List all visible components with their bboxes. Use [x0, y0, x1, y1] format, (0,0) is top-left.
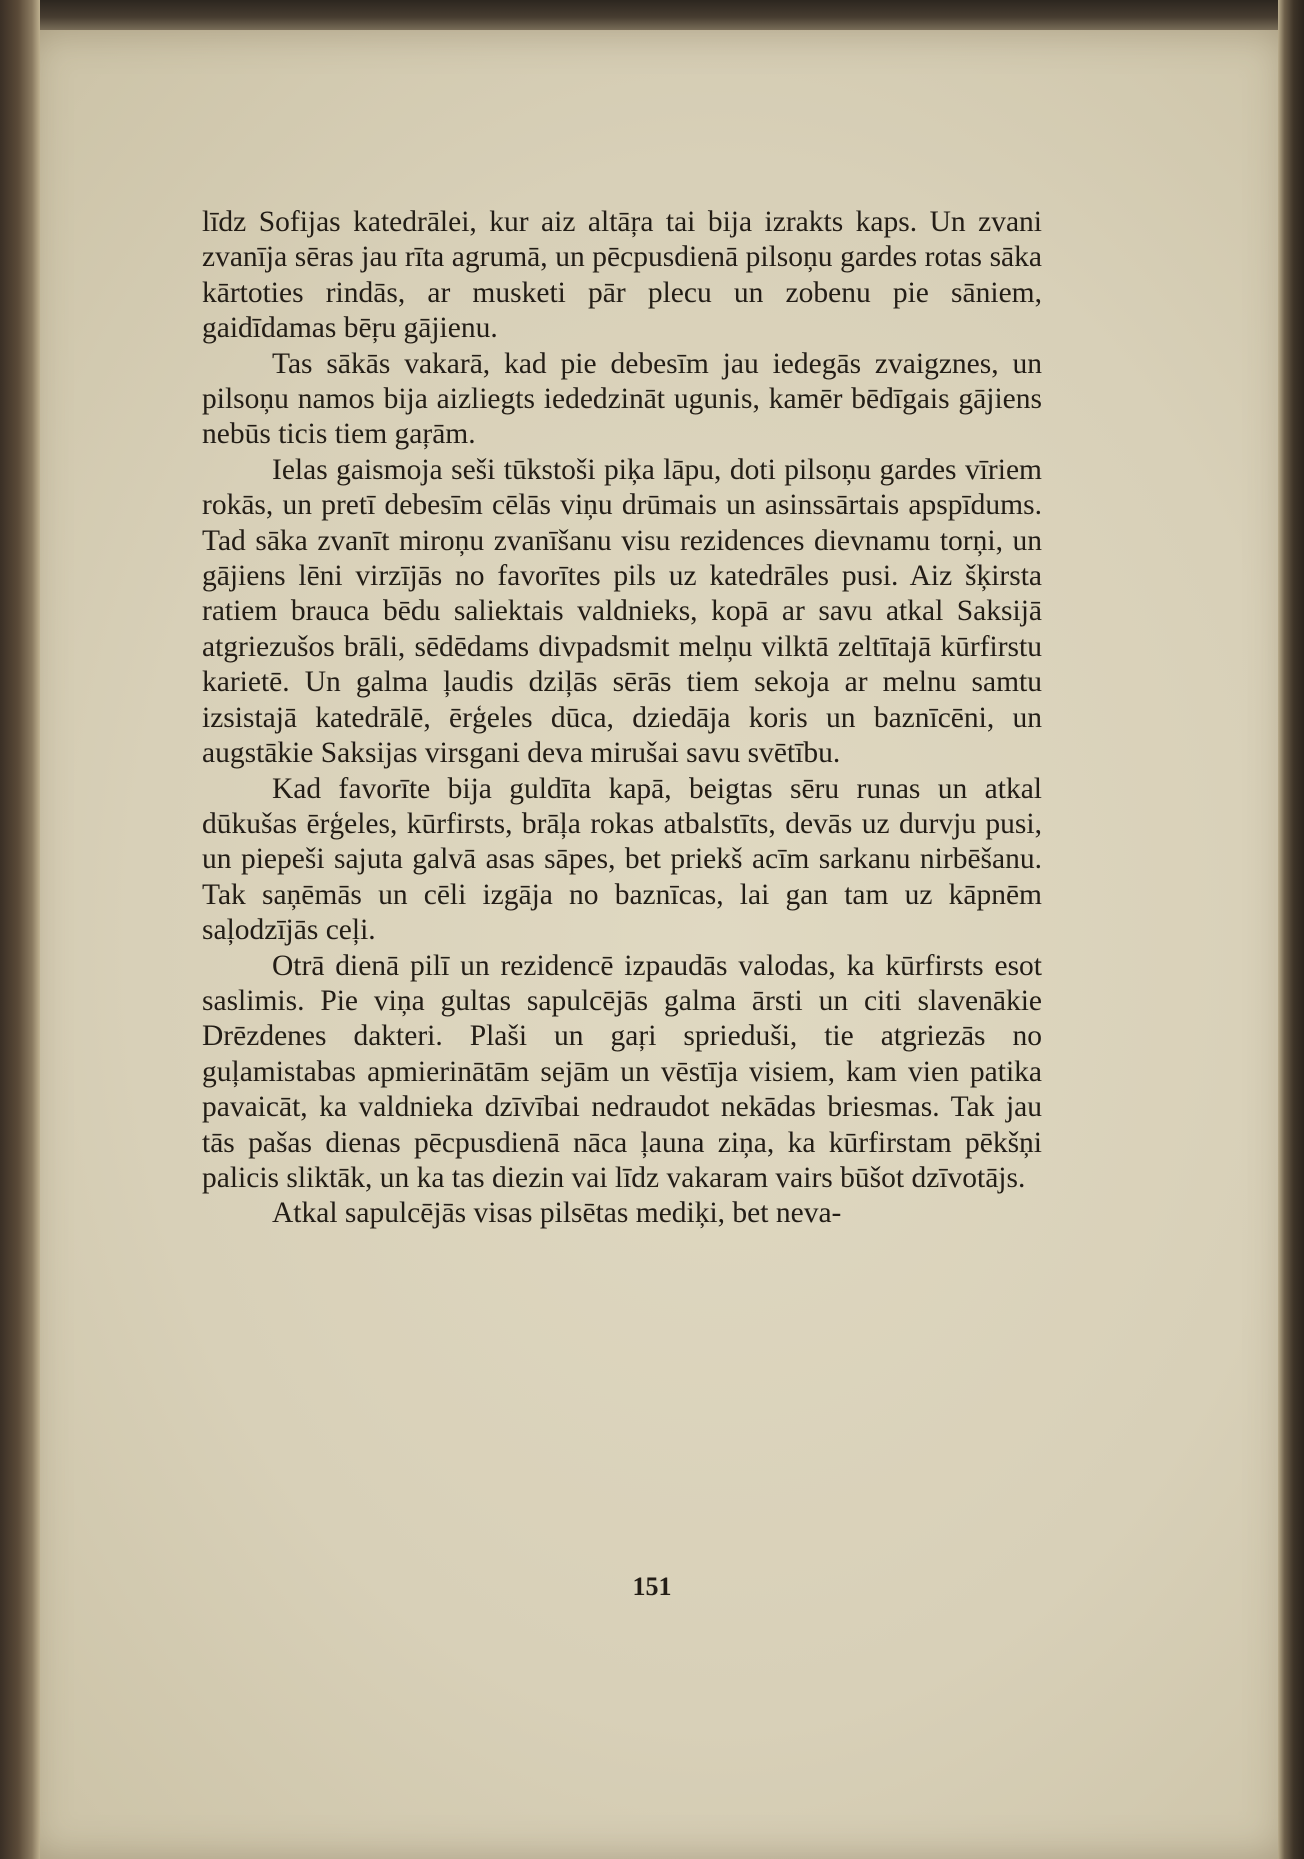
paragraph-4: Kad favorīte bija guldīta kapā, beigtas sēru runas un atkal dūkušas ērģeles, kūrfirsts, brāļa rokas atbalstīts, devās uz durvju pusi, un piepeši sajuta galvā asas sāpes, bet priekš acīm sarkanu nirbēšanu. Tak saņēmās un cēli izgāja no baznīcas, lai gan tam uz kāpnēm saļodzījās ceļi. [202, 772, 1042, 947]
paragraph-5: Otrā dienā pilī un rezidencē izpaudās valodas, ka kūrfirsts esot saslimis. Pie viņa gultas sapulcējās galma ārsti un citi slavenākie Drēzdenes dakteri. Plaši un gaŗi sprieduši, tie atgriezās no guļamistabas apmierinātām sejām un vēstīja visiem, kam vien patika pavaicāt, ka valdnieka dzīvībai nedraudot nekādas briesmas. Tak jau tās pašas dienas pēcpusdienā nāca ļauna ziņa, ka kūrfirstam pēkšņi palicis sliktāk, un ka tas diezin vai līdz vakaram vairs būšot dzīvotājs. [202, 949, 1042, 1194]
paragraph-3: Ielas gaismoja seši tūkstoši piķa lāpu, doti pilsoņu gardes vīriem rokās, un pretī debesīm cēlās viņu drūmais un asinssārtais apspīdums. Tad sāka zvanīt miroņu zvanīšanu visu rezidences dievnamu torņi, un gājiens lēni virzījās no favorītes pils uz katedrāles pusi. Aiz šķirsta ratiem brauca bēdu saliektais valdnieks, kopā ar savu atkal Saksijā atgriezušos brāli, sēdēdams divpadsmit melņu vilktā zeltītajā kūrfirstu karietē. Un galma ļaudis dziļās sērās tiem sekoja ar melnu samtu izsistajā katedrālē, ērģeles dūca, dziedāja koris un baznīcēni, un augstākie Saksijas virsgani deva mirušai savu svētību. [202, 453, 1042, 770]
paragraph-6: Atkal sapulcējās visas pilsētas mediķi, bet neva- [272, 1197, 842, 1230]
paragraph-1: līdz Sofijas katedrālei, kur aiz altāŗa tai bija izrakts kaps. Un zvani zvanīja sēras jau rīta agrumā, un pēcpusdienā pilsoņu gardes rotas sāka kārtoties rindās, ar musketi pār plecu un zobenu pie sāniem, gaidīdamas bēŗu gājienu. [202, 206, 1042, 345]
page-number: 151 [632, 1572, 672, 1601]
body-text [202, 205, 1042, 1232]
paragraph-2: Tas sākās vakarā, kad pie debesīm jau iedegās zvaigznes, un pilsoņu namos bija aizliegts iededzināt ugunis, kamēr bēdīgais gājiens nebūs ticis tiem gaŗām. [202, 347, 1042, 451]
